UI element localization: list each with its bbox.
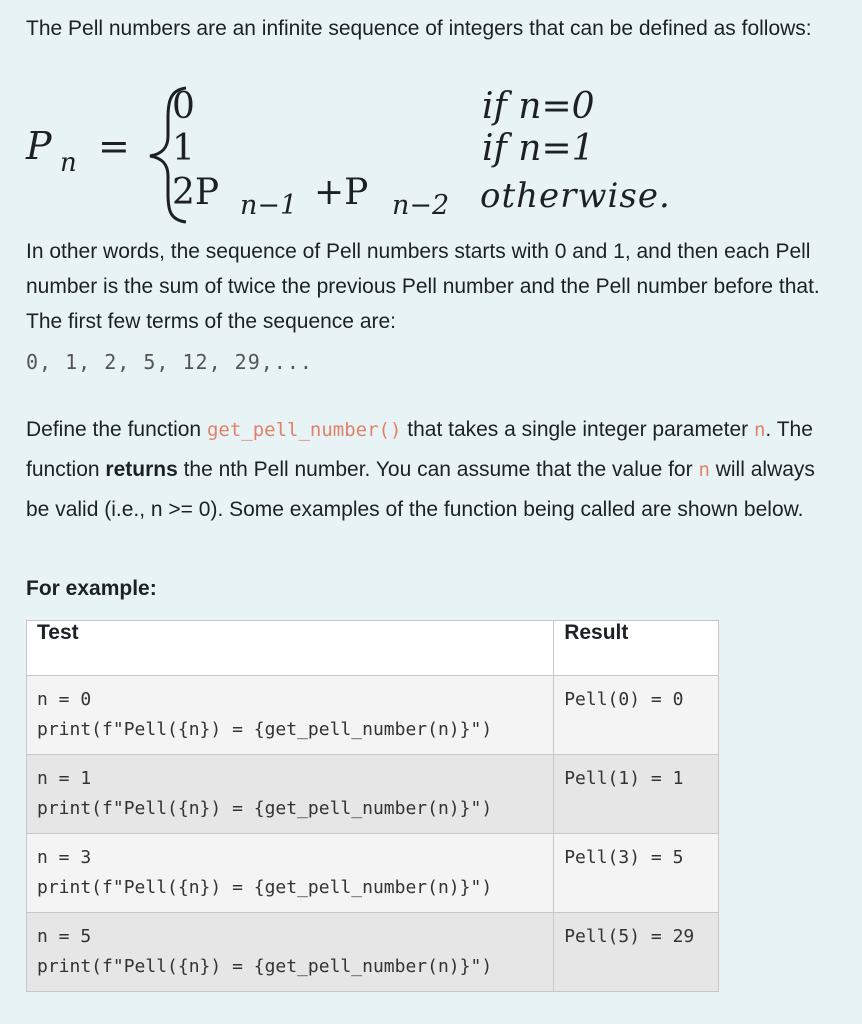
result-code: Pell(0) = 0 [564, 689, 684, 710]
header-test: Test [27, 621, 554, 676]
case1-condition: if n=0 [482, 86, 595, 127]
table-row [27, 676, 719, 755]
result-code: Pell(5) = 29 [564, 926, 695, 947]
result-cell [554, 676, 719, 755]
task-paragraph [26, 410, 836, 529]
formula-lhs-n: n [60, 148, 77, 178]
function-name: get_pell_number() [206, 419, 402, 441]
test-cell [27, 834, 554, 913]
task-text-1: Define the function [26, 418, 207, 441]
task-text-2: that takes a single integer parameter [401, 418, 754, 441]
example-heading: For example: [26, 577, 157, 600]
task-text-3: . The function [26, 418, 813, 481]
task-text-5: will always be valid (i.e., n >= 0). Some examples of the function being called are shown below. [26, 458, 815, 521]
explanation-paragraph: In other words, the sequence of Pell numbers starts with 0 and 1, and then each Pell number is the sum of twice the previous Pell number and the Pell number before that. The first few terms of the sequence are: [26, 240, 820, 333]
test-code: n = 1 print(f"Pell({n}) = {get_pell_number(n)}") [37, 768, 493, 819]
pell-formula [26, 84, 786, 224]
case2-condition: if n=1 [482, 128, 595, 169]
examples-table [26, 620, 719, 992]
test-cell [27, 913, 554, 992]
result-code: Pell(1) = 1 [564, 768, 684, 789]
result-cell [554, 913, 719, 992]
task-text-4: the nth Pell number. You can assume that the value for [177, 458, 699, 481]
case2-value: 1 [172, 128, 195, 169]
table-row [27, 913, 719, 992]
param-name: n [753, 419, 766, 441]
header-result: Result [554, 621, 719, 676]
case3-2p: 2P [172, 172, 220, 213]
result-code: Pell(3) = 5 [564, 847, 684, 868]
table-row [27, 755, 719, 834]
test-code: n = 3 print(f"Pell({n}) = {get_pell_number(n)}") [37, 847, 493, 898]
case1-value: 0 [172, 86, 195, 127]
case3-sub1: n−1 [240, 190, 298, 221]
sequence-example: 0, 1, 2, 5, 12, 29,... [26, 350, 313, 374]
test-code: n = 5 print(f"Pell({n}) = {get_pell_number(n)}") [37, 926, 493, 977]
result-cell [554, 755, 719, 834]
intro-paragraph: The Pell numbers are an infinite sequence of integers that can be defined as follows: [26, 17, 812, 40]
formula-equals: = [98, 124, 130, 168]
result-cell [554, 834, 719, 913]
test-cell [27, 676, 554, 755]
test-cell [27, 755, 554, 834]
case3-sub2: n−2 [392, 190, 450, 221]
returns-bold: returns [105, 458, 178, 481]
param-name-2: n [698, 459, 710, 481]
table-header-row [27, 621, 719, 676]
table-row [27, 834, 719, 913]
case3-condition: otherwise. [480, 176, 671, 216]
test-code: n = 0 print(f"Pell({n}) = {get_pell_number(n)}") [37, 689, 493, 740]
case3-plus-p: +P [314, 172, 369, 213]
formula-lhs-p: P [26, 124, 52, 168]
